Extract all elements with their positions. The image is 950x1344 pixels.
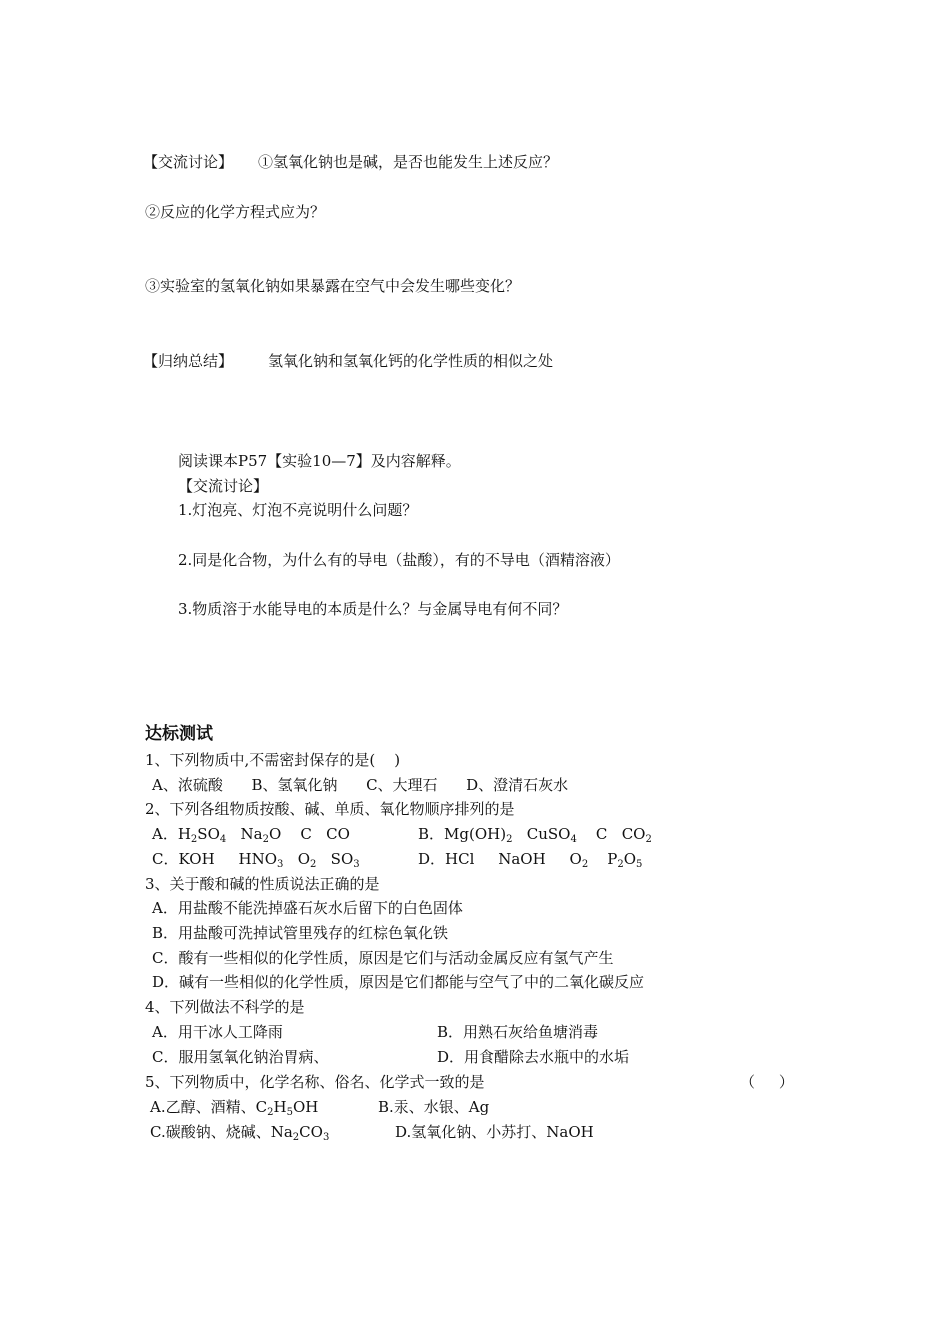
- q3-stem: 3、关于酸和碱的性质说法正确的是: [145, 875, 380, 893]
- reading-intro: 阅读课本P57【实验10—7】及内容解释。: [178, 452, 461, 470]
- summary-label: 【归纳总结】: [143, 352, 234, 370]
- q3-option-a: A．用盐酸不能洗掉盛石灰水后留下的白色固体: [152, 899, 463, 917]
- reading-discussion-label: 【交流讨论】: [178, 477, 269, 495]
- q4-option-c: C．服用氢氧化钠治胃病、: [152, 1048, 329, 1066]
- discussion-question-1: ①氢氧化钠也是碱，是否也能发生上述反应？: [258, 153, 559, 171]
- test-title: 达标测试: [145, 724, 213, 744]
- q4-option-d: D．用食醋除去水瓶中的水垢: [437, 1048, 630, 1066]
- q4-stem: 4、下列做法不科学的是: [145, 998, 305, 1016]
- reading-question-3: 3.物质溶于水能导电的本质是什么？与金属导电有何不同？: [178, 600, 568, 618]
- q5-option-b: B.汞、水银、Ag: [378, 1098, 490, 1116]
- q5-option-d: D.氢氧化钠、小苏打、NaOH: [395, 1123, 594, 1141]
- q2-option-b: B．$Mg(OH)_2$ CuSO$_4$ C $CO_2$: [418, 825, 652, 845]
- q2-option-a: A．$H_2SO_4$ $Na_2O$ C CO: [152, 825, 350, 845]
- q3-option-d: D．碱有一些相似的化学性质，原因是它们都能与空气了中的二氧化碳反应: [152, 973, 645, 991]
- reading-question-1: 1.灯泡亮、灯泡不亮说明什么问题？: [178, 501, 418, 519]
- q5-answer-bracket: （ ）: [740, 1073, 794, 1091]
- q2-option-c: C．KOH $HNO_3$ $O_2$ $SO_3$: [152, 850, 360, 870]
- q2-stem: 2、下列各组物质按酸、碱、单质、氧化物顺序排列的是: [145, 800, 515, 818]
- q4-option-a: A．用干冰人工降雨: [152, 1023, 283, 1041]
- q3-option-b: B．用盐酸可洗掉试管里残存的红棕色氧化铁: [152, 924, 449, 942]
- q1-options: A、浓硫酸 B、氢氧化钠 C、大理石 D、澄清石灰水: [152, 776, 569, 794]
- q1-stem: 1、下列物质中,不需密封保存的是( ): [145, 751, 401, 769]
- summary-text: 氢氧化钠和氢氧化钙的化学性质的相似之处: [268, 352, 554, 370]
- q3-option-c: C．酸有一些相似的化学性质，原因是它们与活动金属反应有氢气产生: [152, 949, 614, 967]
- q4-option-b: B．用熟石灰给鱼塘消毒: [437, 1023, 599, 1041]
- reading-question-2: 2.同是化合物，为什么有的导电（盐酸），有的不导电（酒精溶液）: [178, 551, 620, 569]
- discussion-question-2: ②反应的化学方程式应为？: [145, 203, 326, 221]
- discussion-question-3: ③实验室的氢氧化钠如果暴露在空气中会发生哪些变化？: [145, 277, 521, 295]
- q2-option-d: D．HCl NaOH $O_2$ $P_2O_5$: [418, 850, 643, 870]
- q5-option-c: C.碳酸钠、烧碱、$Na_2CO_3$: [150, 1123, 330, 1143]
- q5-option-a: A.乙醇、酒精、$C_2H_5OH$: [150, 1098, 319, 1118]
- q5-stem: 5、下列物质中，化学名称、俗名、化学式一致的是: [145, 1073, 485, 1091]
- discussion-label: 【交流讨论】: [143, 153, 234, 171]
